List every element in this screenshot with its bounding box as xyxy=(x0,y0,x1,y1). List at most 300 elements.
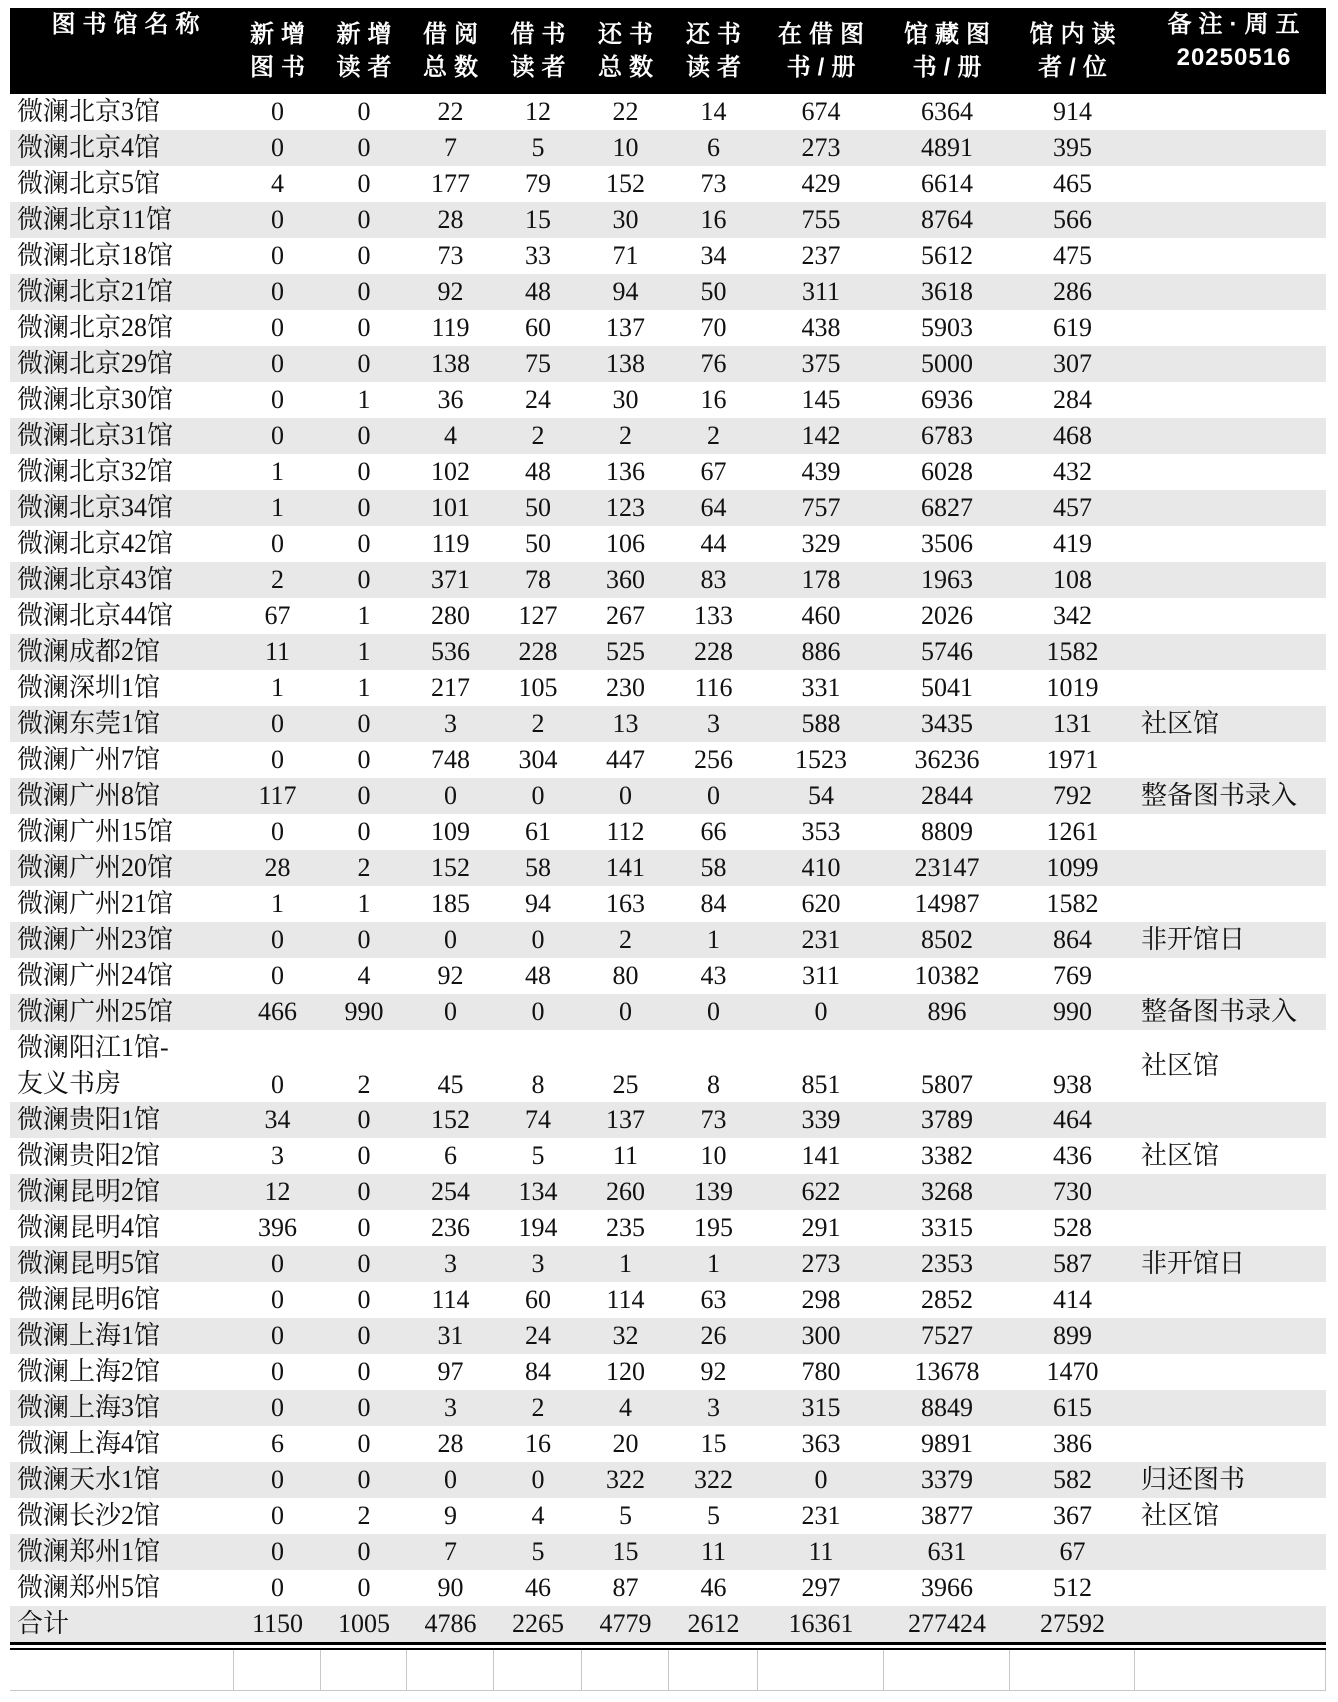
value-cell: 48 xyxy=(525,277,551,306)
table-row xyxy=(10,202,1326,238)
remark-cell: 社区馆 xyxy=(1141,1501,1220,1530)
value-cell: 92 xyxy=(700,1357,727,1386)
table-row xyxy=(10,1498,1326,1534)
value-cell: 108 xyxy=(1053,565,1092,594)
value-cell: 5 xyxy=(707,1501,720,1530)
library-name-cell xyxy=(10,526,234,562)
value-cell: 36236 xyxy=(914,745,980,774)
value-cell: 0 xyxy=(271,1285,284,1314)
library-name: 微澜贵阳2馆 xyxy=(17,1141,161,1170)
value-cell: 536 xyxy=(431,637,470,666)
value-cell: 12 xyxy=(525,97,551,126)
value-cell: 6827 xyxy=(921,493,973,522)
remark-cell xyxy=(1135,1282,1326,1318)
value-cell: 0 xyxy=(271,1501,284,1530)
value-cell: 8849 xyxy=(921,1393,973,1422)
library-name-cell xyxy=(10,778,234,814)
value-cell: 136 xyxy=(606,457,645,486)
table-row xyxy=(10,994,1326,1030)
value-cell: 116 xyxy=(694,673,733,702)
value-cell: 300 xyxy=(801,1321,841,1350)
value-cell: 152 xyxy=(431,853,470,882)
library-name: 微澜北京21馆 xyxy=(17,277,174,306)
value-cell: 5 xyxy=(531,133,545,162)
remark-cell xyxy=(1135,202,1326,238)
value-cell: 0 xyxy=(271,1393,284,1422)
value-cell: 0 xyxy=(357,745,371,774)
remark-cell xyxy=(1135,1210,1326,1246)
value-cell: 0 xyxy=(444,925,457,954)
table-row xyxy=(10,130,1326,166)
library-name: 微澜郑州5馆 xyxy=(17,1573,161,1602)
value-cell: 322 xyxy=(606,1465,645,1494)
library-name: 微澜东莞1馆 xyxy=(17,709,161,738)
remark-cell xyxy=(1135,958,1326,994)
value-cell: 0 xyxy=(271,1357,284,1386)
value-cell: 8 xyxy=(707,1070,720,1099)
value-cell: 254 xyxy=(431,1177,470,1206)
library-name-cell xyxy=(10,1498,234,1534)
value-cell: 0 xyxy=(271,1573,284,1602)
table-row xyxy=(10,1534,1326,1570)
column-header-line2: 总数 xyxy=(423,54,485,81)
value-cell: 419 xyxy=(1053,529,1092,558)
value-cell: 3966 xyxy=(921,1573,973,1602)
value-cell: 0 xyxy=(357,709,371,738)
value-cell: 460 xyxy=(801,601,841,630)
value-cell: 291 xyxy=(801,1213,841,1242)
value-cell: 80 xyxy=(612,961,639,990)
remark-cell xyxy=(1135,382,1326,418)
value-cell: 4 xyxy=(444,421,457,450)
library-name: 微澜上海1馆 xyxy=(17,1321,161,1350)
value-cell: 0 xyxy=(271,97,284,126)
value-cell: 123 xyxy=(606,493,645,522)
value-cell: 896 xyxy=(927,997,967,1026)
value-cell: 396 xyxy=(258,1213,297,1242)
value-cell: 231 xyxy=(801,925,841,954)
library-name-line2: 友义书房 xyxy=(17,1069,122,1098)
table-row xyxy=(10,598,1326,634)
value-cell: 94 xyxy=(612,277,639,306)
library-name: 微澜北京43馆 xyxy=(17,565,174,594)
value-cell: 0 xyxy=(271,817,284,846)
table-row xyxy=(10,562,1326,598)
table-row xyxy=(10,814,1326,850)
value-cell: 436 xyxy=(1053,1141,1092,1170)
library-name-cell xyxy=(10,634,234,670)
library-name: 微澜北京3馆 xyxy=(17,97,161,126)
value-cell: 24 xyxy=(525,385,551,414)
library-name-cell xyxy=(10,1318,234,1354)
library-name-cell xyxy=(10,562,234,598)
value-cell: 64 xyxy=(700,493,727,522)
value-cell: 0 xyxy=(357,925,371,954)
value-cell: 2 xyxy=(357,1501,371,1530)
value-cell: 58 xyxy=(525,853,551,882)
value-cell: 331 xyxy=(801,673,841,702)
value-cell: 1019 xyxy=(1046,673,1099,702)
column-header-line2: 读者 xyxy=(510,54,573,81)
library-name-cell xyxy=(10,706,234,742)
value-cell: 363 xyxy=(801,1429,841,1458)
library-name: 微澜广州15馆 xyxy=(17,817,174,846)
library-name: 微澜贵阳1馆 xyxy=(17,1105,161,1134)
table-row xyxy=(10,670,1326,706)
column-header-borrow-total xyxy=(407,8,494,94)
value-cell: 67 xyxy=(1059,1537,1086,1566)
value-cell: 1 xyxy=(619,1249,632,1278)
value-cell: 97 xyxy=(437,1357,464,1386)
value-cell: 0 xyxy=(271,241,284,270)
value-cell: 67 xyxy=(264,601,291,630)
remark-cell xyxy=(1135,1102,1326,1138)
empty-grid-cell xyxy=(494,1650,582,1690)
value-cell: 360 xyxy=(606,565,645,594)
column-header-return-readers xyxy=(669,8,758,94)
value-cell: 142 xyxy=(801,421,841,450)
value-cell: 0 xyxy=(357,421,371,450)
library-name: 微澜广州23馆 xyxy=(17,925,174,954)
remark-cell xyxy=(1135,1318,1326,1354)
value-cell: 674 xyxy=(801,97,841,126)
remark-cell xyxy=(1135,634,1326,670)
value-cell: 141 xyxy=(801,1141,841,1170)
value-cell: 3 xyxy=(444,709,457,738)
value-cell: 1 xyxy=(357,385,371,414)
value-cell: 304 xyxy=(518,745,558,774)
value-cell: 0 xyxy=(357,1393,371,1422)
value-cell: 353 xyxy=(801,817,841,846)
value-cell: 0 xyxy=(357,1105,371,1134)
table-row xyxy=(10,1030,1326,1102)
value-cell: 273 xyxy=(801,1249,841,1278)
empty-grid-cell xyxy=(758,1650,884,1690)
table-row xyxy=(10,886,1326,922)
library-name-cell xyxy=(10,814,234,850)
value-cell: 137 xyxy=(606,313,645,342)
remark-cell xyxy=(1135,850,1326,886)
library-name-cell xyxy=(10,1534,234,1570)
value-cell: 0 xyxy=(357,277,371,306)
library-name: 微澜上海4馆 xyxy=(17,1429,161,1458)
value-cell: 28 xyxy=(437,205,464,234)
value-cell: 297 xyxy=(801,1573,841,1602)
value-cell: 0 xyxy=(357,1177,371,1206)
library-name: 微澜北京11馆 xyxy=(17,205,173,234)
value-cell: 2026 xyxy=(921,601,973,630)
remark-cell xyxy=(1135,94,1326,130)
library-name-cell xyxy=(10,1210,234,1246)
value-cell: 0 xyxy=(531,781,545,810)
value-cell: 61 xyxy=(525,817,551,846)
table-body xyxy=(10,94,1326,1642)
remark-cell xyxy=(1135,886,1326,922)
value-cell: 50 xyxy=(700,277,727,306)
value-cell: 60 xyxy=(525,1285,551,1314)
value-cell: 11 xyxy=(808,1537,834,1566)
library-name-cell xyxy=(10,742,234,778)
value-cell: 2 xyxy=(531,1393,545,1422)
value-cell: 28 xyxy=(264,853,291,882)
library-name-cell xyxy=(10,598,234,634)
table-row xyxy=(10,1210,1326,1246)
column-header-line1: 还书 xyxy=(598,21,660,48)
value-cell: 3789 xyxy=(921,1105,973,1134)
library-name: 微澜北京4馆 xyxy=(17,133,161,162)
column-header-borrow-readers xyxy=(494,8,582,94)
value-cell: 6 xyxy=(444,1141,457,1170)
table-row xyxy=(10,310,1326,346)
value-cell: 92 xyxy=(437,277,464,306)
value-cell: 44 xyxy=(700,529,727,558)
value-cell: 14 xyxy=(700,97,727,126)
column-header-in-library xyxy=(1010,8,1135,94)
table-row xyxy=(10,1462,1326,1498)
value-cell: 0 xyxy=(357,781,371,810)
column-header-line1: 还书 xyxy=(686,21,748,48)
empty-grid-cell xyxy=(669,1650,758,1690)
value-cell: 109 xyxy=(431,817,470,846)
value-cell: 588 xyxy=(801,709,841,738)
remark-cell: 社区馆 xyxy=(1141,1051,1220,1080)
value-cell: 60 xyxy=(525,313,551,342)
value-cell: 0 xyxy=(531,997,545,1026)
value-cell: 217 xyxy=(431,673,470,702)
value-cell: 386 xyxy=(1053,1429,1092,1458)
column-header-line2: 图书 xyxy=(250,54,312,81)
value-cell: 3618 xyxy=(921,277,973,306)
library-name-cell xyxy=(10,922,234,958)
library-name: 微澜昆明2馆 xyxy=(17,1177,161,1206)
value-cell: 620 xyxy=(801,889,841,918)
remark-cell xyxy=(1135,670,1326,706)
library-stats-table xyxy=(10,8,1326,1691)
value-cell: 0 xyxy=(357,241,371,270)
value-cell: 0 xyxy=(357,349,371,378)
value-cell: 990 xyxy=(344,997,384,1026)
value-cell: 4891 xyxy=(921,133,973,162)
value-cell: 231 xyxy=(801,1501,841,1530)
remark-cell: 整备图书录入 xyxy=(1141,781,1298,810)
value-cell: 5041 xyxy=(921,673,973,702)
value-cell: 3315 xyxy=(921,1213,973,1242)
table-row xyxy=(10,1318,1326,1354)
column-header-line2: 书/册 xyxy=(786,54,863,81)
value-cell: 4 xyxy=(619,1393,632,1422)
value-cell: 2 xyxy=(357,1070,371,1099)
value-cell: 0 xyxy=(814,1465,828,1494)
value-cell: 4 xyxy=(531,1501,545,1530)
value-cell: 3 xyxy=(707,1393,720,1422)
value-cell: 0 xyxy=(357,1213,371,1242)
value-cell: 1261 xyxy=(1046,817,1099,846)
value-cell: 5 xyxy=(531,1141,545,1170)
table-row xyxy=(10,382,1326,418)
value-cell: 0 xyxy=(271,421,284,450)
column-header-line2: 20250516 xyxy=(1176,44,1292,71)
value-cell: 5746 xyxy=(921,637,973,666)
value-cell: 0 xyxy=(444,997,457,1026)
value-cell: 0 xyxy=(357,1321,371,1350)
value-cell: 2 xyxy=(531,421,545,450)
value-cell: 7527 xyxy=(921,1321,973,1350)
remark-cell xyxy=(1135,490,1326,526)
value-cell: 7 xyxy=(444,133,457,162)
value-cell: 938 xyxy=(1053,1070,1092,1099)
library-name-cell xyxy=(10,238,234,274)
value-cell: 432 xyxy=(1053,457,1092,486)
value-cell: 15 xyxy=(700,1429,727,1458)
value-cell: 194 xyxy=(518,1213,558,1242)
library-name: 微澜成都2馆 xyxy=(17,637,161,666)
value-cell: 195 xyxy=(694,1213,733,1242)
library-name: 微澜昆明5馆 xyxy=(17,1249,161,1278)
table-row xyxy=(10,958,1326,994)
value-cell: 0 xyxy=(357,817,371,846)
library-name: 微澜广州8馆 xyxy=(17,781,161,810)
value-cell: 0 xyxy=(271,205,284,234)
value-cell: 329 xyxy=(801,529,841,558)
library-name: 微澜北京5馆 xyxy=(17,169,161,198)
value-cell: 28 xyxy=(437,1429,464,1458)
value-cell: 256 xyxy=(694,745,733,774)
value-cell: 30 xyxy=(612,385,639,414)
value-cell: 127 xyxy=(518,601,558,630)
value-cell: 1470 xyxy=(1046,1357,1099,1386)
value-cell: 16 xyxy=(700,385,727,414)
value-cell: 3268 xyxy=(921,1177,973,1206)
value-cell: 464 xyxy=(1053,1105,1092,1134)
value-cell: 2 xyxy=(271,565,284,594)
column-header-line2: 书/册 xyxy=(912,54,989,81)
value-cell: 8809 xyxy=(921,817,973,846)
value-cell: 0 xyxy=(531,1465,545,1494)
value-cell: 163 xyxy=(606,889,645,918)
table-row xyxy=(10,850,1326,886)
value-cell: 3 xyxy=(444,1393,457,1422)
value-cell: 131 xyxy=(1053,709,1092,738)
value-cell: 11 xyxy=(700,1537,727,1566)
value-cell: 566 xyxy=(1053,205,1092,234)
value-cell: 22 xyxy=(437,97,464,126)
column-header-on-loan xyxy=(758,8,884,94)
value-cell: 2353 xyxy=(921,1249,973,1278)
total-value-cell: 277424 xyxy=(908,1609,986,1638)
value-cell: 298 xyxy=(801,1285,841,1314)
value-cell: 43 xyxy=(700,961,727,990)
value-cell: 230 xyxy=(606,673,645,702)
value-cell: 1 xyxy=(271,673,284,702)
library-name-cell xyxy=(10,94,234,130)
table-row xyxy=(10,1138,1326,1174)
table-row xyxy=(10,1570,1326,1606)
value-cell: 5 xyxy=(619,1501,632,1530)
column-header-line2: 总数 xyxy=(598,54,660,81)
value-cell: 78 xyxy=(525,565,551,594)
library-name: 微澜郑州1馆 xyxy=(17,1537,161,1566)
value-cell: 0 xyxy=(357,1537,371,1566)
column-header-line2: 读者 xyxy=(336,54,399,81)
value-cell: 84 xyxy=(525,1357,551,1386)
value-cell: 0 xyxy=(444,781,457,810)
value-cell: 228 xyxy=(518,637,558,666)
library-name: 微澜上海2馆 xyxy=(17,1357,161,1386)
library-name-cell xyxy=(10,1426,234,1462)
value-cell: 84 xyxy=(700,889,727,918)
value-cell: 138 xyxy=(431,349,470,378)
value-cell: 46 xyxy=(525,1573,551,1602)
table-row xyxy=(10,922,1326,958)
table-row xyxy=(10,1426,1326,1462)
value-cell: 280 xyxy=(431,601,470,630)
table-row xyxy=(10,706,1326,742)
value-cell: 48 xyxy=(525,457,551,486)
value-cell: 3379 xyxy=(921,1465,973,1494)
value-cell: 92 xyxy=(437,961,464,990)
library-name-cell xyxy=(10,1102,234,1138)
value-cell: 48 xyxy=(525,961,551,990)
value-cell: 0 xyxy=(357,1573,371,1602)
empty-grid-cell xyxy=(1135,1650,1326,1690)
total-value-cell: 4779 xyxy=(599,1609,652,1638)
value-cell: 3 xyxy=(271,1141,284,1170)
value-cell: 0 xyxy=(357,133,371,162)
column-header-name xyxy=(10,8,234,94)
value-cell: 46 xyxy=(700,1573,727,1602)
library-name: 微澜上海3馆 xyxy=(17,1393,161,1422)
value-cell: 780 xyxy=(801,1357,841,1386)
library-name: 微澜昆明6馆 xyxy=(17,1285,161,1314)
library-name-cell xyxy=(10,886,234,922)
value-cell: 375 xyxy=(801,349,841,378)
library-name-cell xyxy=(10,310,234,346)
table-row xyxy=(10,526,1326,562)
table-row xyxy=(10,238,1326,274)
value-cell: 152 xyxy=(431,1105,470,1134)
value-cell: 1099 xyxy=(1046,853,1099,882)
value-cell: 11 xyxy=(612,1141,639,1170)
library-name-cell xyxy=(10,1246,234,1282)
library-name: 微澜北京18馆 xyxy=(17,241,174,270)
total-value-cell: 1150 xyxy=(251,1609,304,1638)
library-name: 微澜北京29馆 xyxy=(17,349,174,378)
total-row xyxy=(10,1606,1326,1642)
value-cell: 0 xyxy=(271,1321,284,1350)
column-header-line1: 馆藏图 xyxy=(904,21,997,48)
value-cell: 141 xyxy=(606,853,645,882)
table-row xyxy=(10,490,1326,526)
value-cell: 90 xyxy=(437,1573,464,1602)
remark-cell xyxy=(1135,418,1326,454)
value-cell: 114 xyxy=(431,1285,470,1314)
value-cell: 0 xyxy=(357,1285,371,1314)
value-cell: 769 xyxy=(1053,961,1092,990)
total-value-cell: 2612 xyxy=(687,1609,740,1638)
total-label: 合计 xyxy=(17,1609,70,1638)
value-cell: 0 xyxy=(271,1249,284,1278)
value-cell: 75 xyxy=(525,349,551,378)
value-cell: 447 xyxy=(606,745,645,774)
value-cell: 410 xyxy=(801,853,841,882)
column-header-remark xyxy=(1135,8,1326,94)
value-cell: 2 xyxy=(707,421,720,450)
value-cell: 0 xyxy=(271,1465,284,1494)
value-cell: 50 xyxy=(525,529,551,558)
value-cell: 315 xyxy=(801,1393,841,1422)
value-cell: 0 xyxy=(357,205,371,234)
library-name: 微澜天水1馆 xyxy=(17,1465,161,1494)
